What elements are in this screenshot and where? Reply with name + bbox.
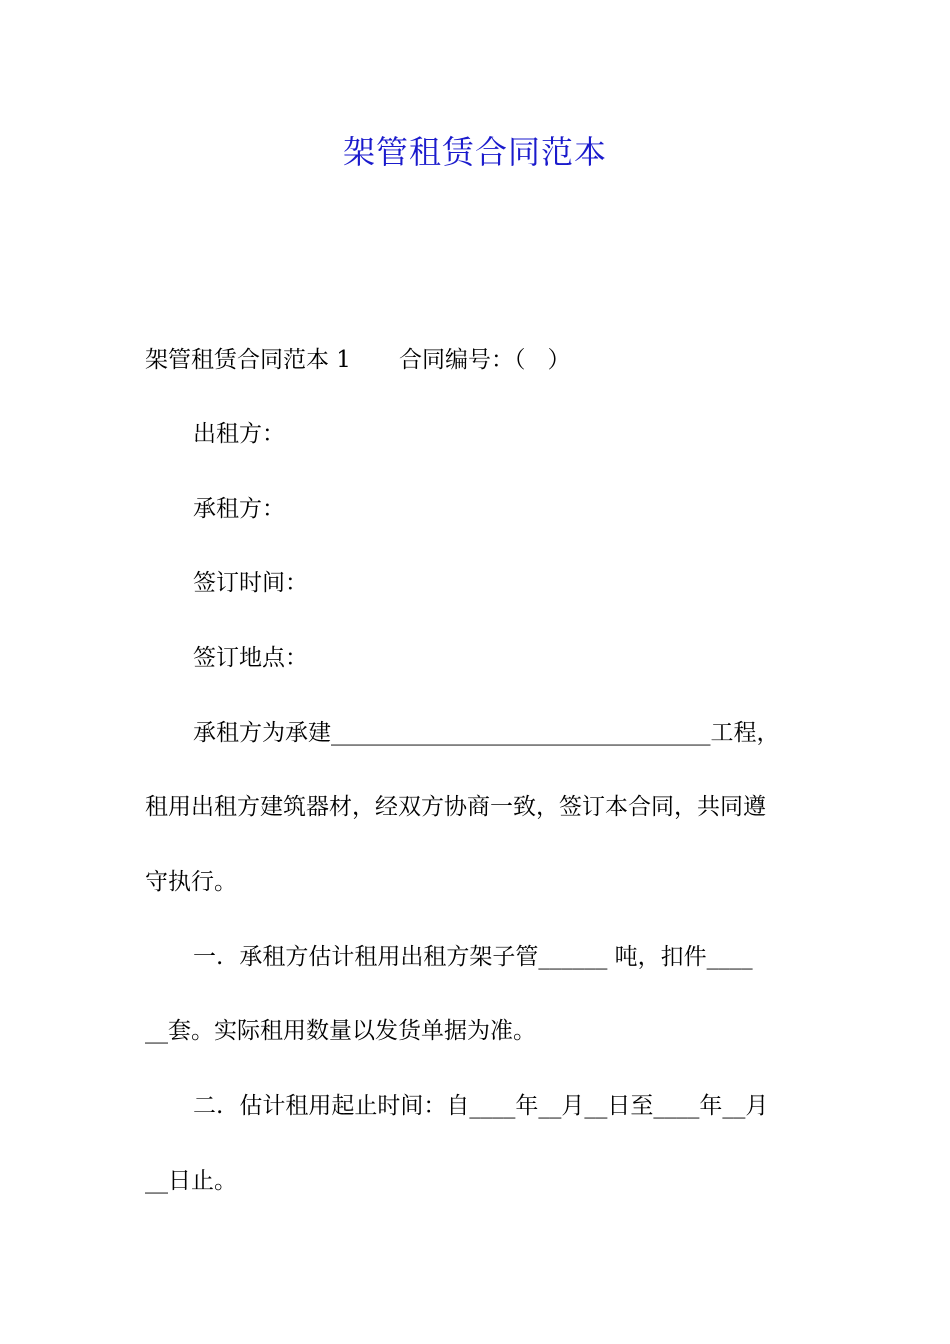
clause-2-line-1 — [145, 1090, 873, 1122]
field-lessor: 出租方： — [193, 421, 285, 447]
clause-1-text: 承租方估计租用出租方架子管______ 吨，扣件____ — [239, 944, 753, 970]
field-signing-place: 签订地点： — [193, 645, 308, 671]
header-line — [145, 344, 825, 376]
intro-line-1: 承租方为承建_________________________________工程， — [193, 720, 780, 746]
contract-number-close: ） — [547, 347, 571, 373]
clause-1-number: 一. — [193, 944, 224, 970]
document-title: 架管租赁合同范本 — [342, 133, 607, 171]
clause-2-text: 估计租用起止时间：自____年__月__日至____年__月 — [239, 1093, 769, 1119]
document-subtitle: 架管租赁合同范本 1 — [145, 347, 351, 373]
clause-2-line-2: __日止。 — [145, 1168, 237, 1194]
field-lessee: 承租方： — [193, 496, 285, 522]
intro-line-2: 租用出租方建筑器材，经双方协商一致，签订本合同，共同遵 — [145, 794, 766, 820]
intro-line-3: 守执行。 — [145, 869, 237, 895]
clause-1-line-1 — [145, 941, 873, 973]
field-signing-time: 签订时间： — [193, 570, 308, 596]
clause-2-number: 二. — [193, 1093, 224, 1119]
clause-1-line-2: __套。实际租用数量以发货单据为准。 — [145, 1018, 536, 1044]
contract-number-label: 合同编号：（ — [398, 347, 526, 373]
